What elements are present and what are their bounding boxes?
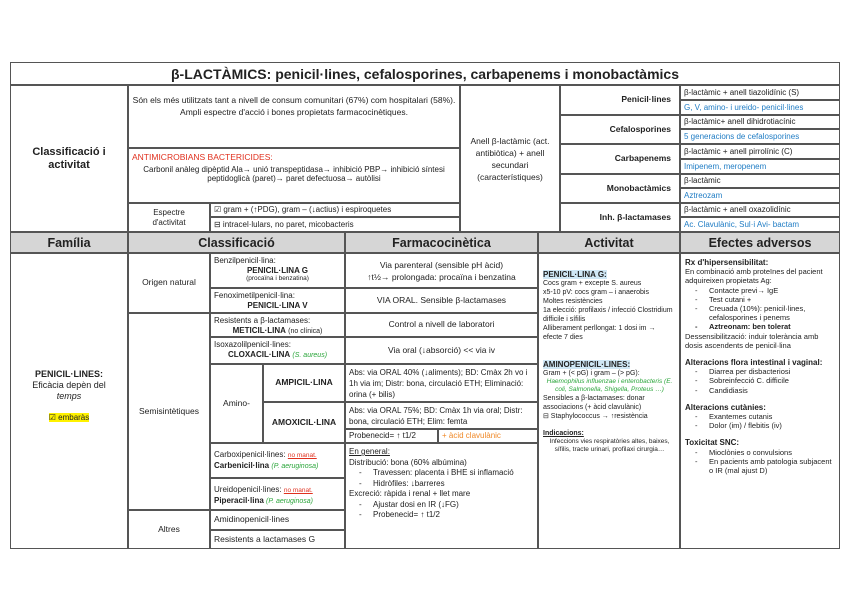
- pk-clavulanic: + àcid clavulànic: [438, 429, 538, 443]
- pk-penicillin-v: VIA ORAL. Sensible β-lactamases: [345, 288, 538, 313]
- methicillin-name: METICIL·LINA: [232, 325, 286, 335]
- activity-pg-2: x5-10 pV: cocs gram – i anaerobis: [543, 289, 649, 296]
- pk-g-line1: Via parenteral (sensible pH àcid): [379, 260, 504, 270]
- adverse-skin-title: Alteracions cutànies:: [685, 402, 766, 412]
- bactericides-text: Carbonil anàleg dipèptid Ala→ unió transpeptidasa→ inhibició PBP→ inhibició síntesi peptidoglicà (paret)→ paret defectuosa→ autòlisi: [143, 164, 445, 184]
- group-monobactams-ring: β-lactàmic: [680, 174, 840, 188]
- cloxacillin-name: CLOXACIL·LINA: [227, 349, 291, 359]
- penicillin-v-name: PENICIL·LINA V: [247, 300, 308, 310]
- benzyl-label: Benzilpenicil·lina:: [214, 256, 276, 265]
- penicillin-g-forms: (procaïna i benzatina): [246, 275, 309, 283]
- adverse-snc-title: Toxicitat SNC:: [685, 438, 740, 448]
- carbenicillin-name: Carbenicil·lina: [214, 460, 270, 470]
- carboxy-note: no manat.: [287, 452, 317, 459]
- methicillin-note: (no clínica): [288, 327, 323, 335]
- group-carbapenems-examples: Imipenem, meropenem: [680, 159, 840, 174]
- ureido-label: Ureidopenicil·lines:: [214, 485, 282, 494]
- pk-g-line2: ↑t½→ prolongada: procaïna i benzatina: [367, 272, 516, 282]
- activity-cell: [538, 253, 680, 549]
- group-monobactams-examples: Aztreozam: [680, 188, 840, 203]
- general-excr-item: - Ajustar dosi en IR (↓FG): [373, 500, 534, 511]
- pk-general: [345, 443, 538, 549]
- pk-amoxicillin: Abs: via ORAL 75%; BD: Cmàx 1h via oral; Distr: bona, circulació ETH; Elim: femta: [345, 402, 538, 429]
- group-cephalosporins: Cefalosporines: [560, 115, 680, 144]
- group-semi-label: Semisintètiques: [128, 313, 210, 510]
- adverse-snc-item: - En pacients amb patologia subjacent o IR (mal ajust D): [709, 457, 835, 475]
- general-title: En general:: [349, 447, 390, 456]
- group-inhibitors: Inh. β-lactamases: [560, 203, 680, 232]
- methicillin-cell: [210, 313, 345, 337]
- adverse-snc-item: - Mioclònies o convulsions: [709, 448, 835, 457]
- methicillin-label: Resistents a β-lactamases:: [214, 316, 311, 325]
- ring-label: Anell β-lactàmic (act. antibiòtica) + anell secundari (característiques): [460, 85, 560, 232]
- family-cell: [10, 253, 128, 549]
- group-cephalosporins-examples: 5 generacions de cefalosporines: [680, 129, 840, 144]
- adverse-skin-list: [685, 412, 835, 430]
- family-sub2: temps: [56, 391, 82, 401]
- general-excr-list: [349, 500, 534, 521]
- ureido-cell: [210, 478, 345, 510]
- family-sub1: Eficàcia depèn del: [32, 380, 106, 390]
- amino-label: Amino-: [210, 364, 263, 443]
- adverse-flora-list: [685, 367, 835, 395]
- cloxacillin-label: Isoxazolilpenicil·lines:: [214, 340, 291, 349]
- general-distribution: Distribució: bona (60% albúmina): [349, 457, 467, 467]
- group-natural-label: Origen natural: [128, 253, 210, 313]
- penicillin-v-cell: [210, 288, 345, 313]
- group-carbapenems-ring: β-lactàmic + anell pirrolínic (C): [680, 144, 840, 159]
- fenoxi-label: Fenoximetilpenicil·lina:: [214, 291, 295, 300]
- pk-penicillin-g: [345, 253, 538, 288]
- general-dist-item: - Hidròfiles: ↓barreres: [373, 479, 534, 490]
- general-excretion: Excreció: ràpida i renal + llet mare: [349, 489, 471, 498]
- carbenicillin-note: (P. aeruginosa): [271, 462, 319, 470]
- adverse-rx-item: - Test cutani +: [709, 295, 835, 304]
- group-cephalosporins-ring: β-lactàmic+ anell dihidrotiacínic: [680, 115, 840, 129]
- header-familia: Família: [10, 232, 128, 253]
- adverse-snc-list: [685, 448, 835, 476]
- adverse-rx-item: - Creuada (10%): penicil·lines, cefalosporines i penems: [709, 304, 835, 322]
- adverse-flora-title: Alteracions flora intestinal i vaginal:: [685, 358, 823, 368]
- group-penicillins-examples: G, V, amino- i ureido- penicil·lines: [680, 100, 840, 115]
- activity-pg-4: 1a elecció: profilaxis / infecció Clostridium difficile i sífilis: [543, 307, 673, 323]
- adverse-rx-text: En combinació amb proteïnes del pacient adquireixen propietats Ag:: [685, 267, 823, 286]
- group-monobactams: Monobactàmics: [560, 174, 680, 203]
- activity-pg-5: Alliberament perllongat: 1 dosi im → efecte 7 dies: [543, 325, 656, 341]
- activity-ind-text: Infeccions vies respiratòries altes, baixes, sífilis, tracte urinari, profilaxi cirurgia…: [549, 438, 670, 453]
- adverse-rx-desens: Dessensibilització: induir tolerància amb dosis ascendents de penicil·lina: [685, 331, 819, 350]
- general-dist-item: - Travessen: placenta i BHE si inflamació: [373, 468, 534, 479]
- spectrum-label: Espectre d'activitat: [128, 203, 210, 232]
- piperacillin-name: Piperacil·lina: [214, 495, 264, 505]
- activity-amino-2: Haemophilus influenzae i enterobacteris (E. coli, Salmonella, Shigella, Proteus …): [546, 378, 673, 393]
- activity-amino-3: Sensibles a β-lactamases: donar associacions (+ àcid clavulànic): [543, 395, 645, 411]
- group-others-label: Altres: [128, 510, 210, 549]
- adverse-flora-item: - Diarrea per disbacteriosi: [709, 367, 835, 376]
- adverse-flora-item: - Candidiasis: [709, 386, 835, 395]
- adverse-cell: [680, 253, 840, 549]
- activity-amino-1: Gram + (< pG) i gram – (> pG):: [543, 370, 640, 377]
- activity-pg-3: Moltes resistències: [543, 298, 603, 305]
- family-name: PENICIL·LINES:: [34, 369, 103, 379]
- activity-amino-title: AMINOPENICIL·LINES:: [543, 360, 631, 369]
- activity-amino-4: ⊟ Staphylococcus → ↑resistència: [543, 413, 648, 420]
- carboxy-cell: [210, 443, 345, 478]
- group-carbapenems: Carbapenems: [560, 144, 680, 174]
- penicillin-g-name: PENICIL·LINA G: [246, 265, 309, 275]
- spectrum-negative: ⊟ intracel·lulars, no paret, micobacteris: [210, 217, 460, 232]
- classification-label: Classificació i activitat: [10, 85, 128, 232]
- adverse-rx-aztreonam: - Aztreonam: ben tolerat: [709, 322, 835, 331]
- ureido-note: no manat.: [283, 487, 313, 494]
- group-penicillins: Penicil·lines: [560, 85, 680, 115]
- piperacillin-note: (P. aeruginosa): [266, 497, 313, 505]
- carboxy-label: Carboxipenicil·lines:: [214, 450, 286, 459]
- header-activitat: Activitat: [538, 232, 680, 253]
- spectrum-positive: ☑ gram + (↑PDG), gram – (↓actius) i espiroquetes: [210, 203, 460, 217]
- amoxicillin-name: AMOXICIL·LINA: [263, 402, 345, 443]
- activity-ind-title: Indicacions:: [543, 430, 584, 437]
- group-inhibitors-ring: β-lactàmic + anell oxazolidínic: [680, 203, 840, 217]
- header-classificacio: Classificació: [128, 232, 345, 253]
- group-inhibitors-examples: Ac. Clavulànic, Sul·i Avi- bactam: [680, 217, 840, 232]
- pk-methicillin: Control a nivell de laboratori: [345, 313, 538, 337]
- adverse-rx-list: [685, 286, 835, 332]
- pregnancy-badge: ☑ embaràs: [48, 413, 90, 422]
- adverse-rx-item: - Contacte previ→ IgE: [709, 286, 835, 295]
- adverse-flora-item: - Sobreinfecció C. difficile: [709, 376, 835, 385]
- page-title: β-LACTÀMICS: penicil·lines, cefalosporines, carbapenems i monobactàmics: [10, 62, 840, 85]
- intro-text: Són els més utilitzats tant a nivell de consum comunitari (67%) com hospitalari (58%). Ampli espectre d'acció i bones propietats farmacocinètiques.: [128, 85, 460, 148]
- penicillin-g-cell: [210, 253, 345, 288]
- activity-pg-1: Cocs gram + excepte S. aureus: [543, 280, 642, 287]
- header-farmacocinetica: Farmacocinètica: [345, 232, 538, 253]
- ampicillin-name: AMPICIL·LINA: [263, 364, 345, 402]
- group-penicillins-ring: β-lactàmic + anell tiazolidínic (S): [680, 85, 840, 100]
- activity-pg-title: PENICIL·LINA G:: [543, 270, 607, 279]
- general-dist-list: [349, 468, 534, 489]
- resistant-g-cell: Resistents a lactamases G: [210, 530, 345, 549]
- amidino-cell: Amidinopenicil·lines: [210, 510, 345, 530]
- pk-cloxacillin: Via oral (↓absorció) << via iv: [345, 337, 538, 364]
- cloxacillin-note: (S. aureus): [292, 351, 328, 359]
- header-efectes: Efectes adversos: [680, 232, 840, 253]
- pk-ampicillin: Abs: via ORAL 40% (↓aliments); BD: Cmàx 2h vo i 1h via im; Distr: bona, circulació ETH; Eliminació: orina (+ bilis): [345, 364, 538, 402]
- general-excr-item: - Probenecid= ↑ t1/2: [373, 510, 534, 521]
- bactericides-title: ANTIMICROBIANS BACTERICIDES:: [132, 152, 273, 162]
- adverse-skin-item: - Exantemes cutanis: [709, 412, 835, 421]
- adverse-rx-title: Rx d'hipersensibilitat:: [685, 258, 769, 267]
- pk-probenecid: Probenecid= ↑ t1/2: [345, 429, 438, 443]
- bactericides-block: [128, 148, 460, 203]
- cloxacillin-cell: [210, 337, 345, 364]
- adverse-skin-item: - Dolor (im) / flebitis (iv): [709, 421, 835, 430]
